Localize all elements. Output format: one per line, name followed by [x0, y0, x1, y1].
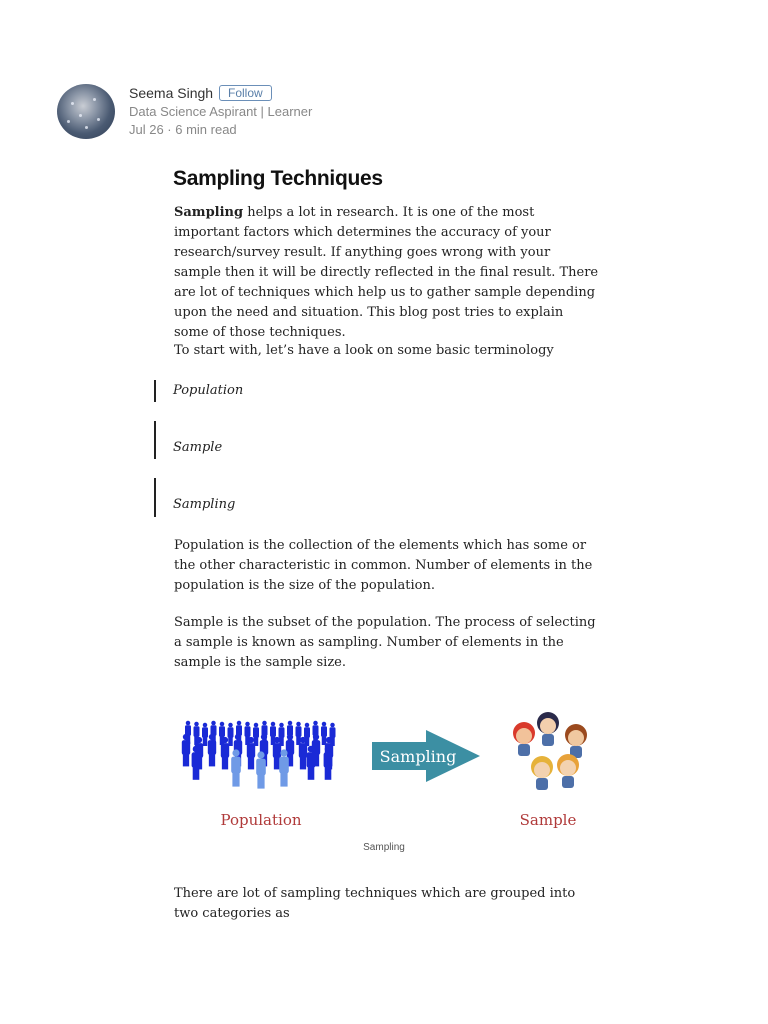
population-crowd-icon [182, 721, 336, 789]
terminology-intro: To start with, let’s have a look on some basic terminology [174, 343, 554, 358]
sampling-arrow [372, 730, 480, 782]
author-name[interactable]: Seema Singh [129, 85, 214, 101]
categories-intro: There are lot of sampling techniques which are grouped into two categories as [174, 886, 576, 921]
intro-text: helps a lot in research. It is one of the most important factors which determines the accuracy of your research/survey result. If anything goes wrong with your sample then it will be directly reflected in the final result. There are lot of techniques which help us to gather sample depending upon the need and situation. This blog post tries to explain some of those techniques. [174, 205, 599, 340]
author-bio: Data Science Aspirant | Learner [129, 104, 313, 119]
arrow-label: Sampling [379, 747, 457, 766]
follow-button[interactable]: Follow [219, 85, 272, 101]
intro-paragraph [174, 203, 599, 343]
sample-children-icon [513, 712, 587, 790]
figure-caption: Sampling [363, 842, 405, 853]
author-avatar[interactable] [57, 84, 115, 139]
intro-bold-term: Sampling [174, 205, 244, 220]
population-label: Population [220, 811, 302, 829]
quote-sampling: Sampling [154, 478, 573, 517]
author-block [57, 84, 477, 140]
quote-population: Population [154, 380, 573, 402]
sample-label: Sample [519, 811, 577, 829]
sampling-figure [176, 705, 596, 835]
population-definition: Population is the collection of the elements which has some or the other characteristic in common. Number of elements in the population is the size of the population. [174, 538, 593, 593]
sample-definition: Sample is the subset of the population. The process of selecting a sample is known as sampling. Number of elements in the sample is the sample size. [174, 615, 596, 670]
post-meta: Jul 26 · 6 min read [129, 122, 237, 137]
article-title: Sampling Techniques [173, 167, 383, 190]
quote-sample: Sample [154, 421, 573, 459]
